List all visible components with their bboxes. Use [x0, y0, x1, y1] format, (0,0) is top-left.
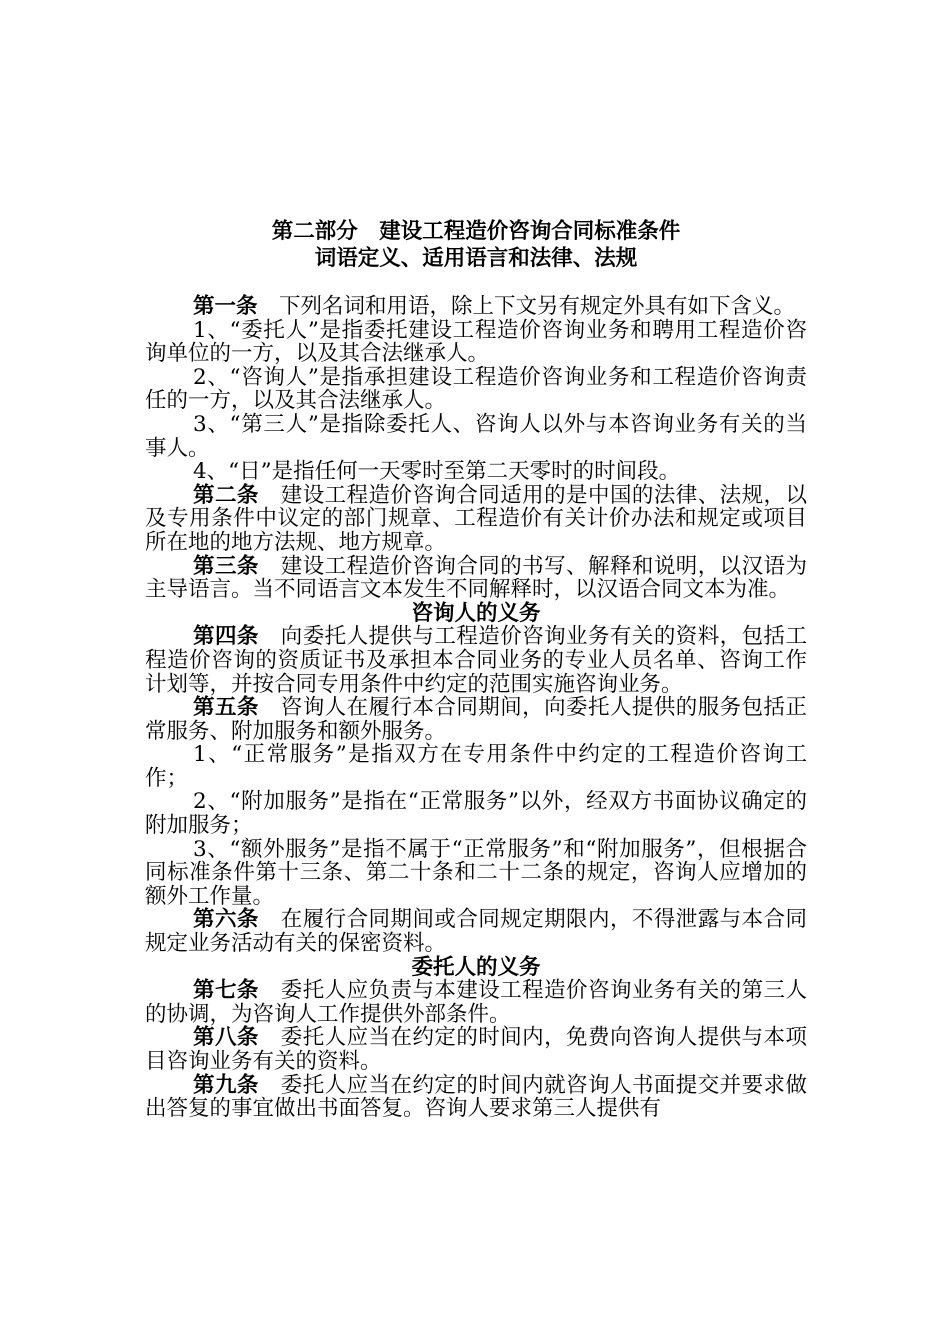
- article-5: [145, 696, 807, 743]
- article-1: [145, 295, 807, 319]
- article-text: 2、“咨询人”是指承担建设工程造价咨询业务和工程造价咨询责任的一方，以及其合法继承人。: [145, 364, 807, 414]
- article-text: 向委托人提供与工程造价咨询业务有关的资料，包括工程造价咨询的资质证书及承担本合同业务的专业人员名单、咨询工作计划等，并按合同专用条件中约定的范围实施咨询业务。: [145, 624, 807, 697]
- article-text: 委托人应当在约定的时间内，免费向咨询人提供与本项目咨询业务有关的资料。: [145, 1025, 807, 1074]
- article-3: [145, 555, 807, 602]
- definition-item: [145, 366, 807, 413]
- article-head: 第二条: [193, 482, 259, 508]
- article-9: [145, 1074, 807, 1121]
- definition-item: [145, 413, 807, 460]
- article-head: 第五条: [193, 695, 259, 721]
- article-head: 第六条: [193, 907, 259, 933]
- service-item: [145, 743, 807, 790]
- service-item: [145, 838, 807, 909]
- article-text: 1、“正常服务”是指双方在专用条件中约定的工程造价咨询工作；: [145, 742, 807, 791]
- document-title: 第二部分 建设工程造价咨询合同标准条件: [271, 219, 681, 244]
- article-head: 第九条: [193, 1072, 259, 1098]
- article-text: 建设工程造价咨询合同适用的是中国的法律、法规，以及专用条件中议定的部门规章、工程造价有关计价办法和规定或项目所在地的地方法规、地方规章。: [145, 482, 807, 555]
- article-head: 第七条: [193, 978, 259, 1004]
- article-text: 咨询人在履行本合同期间，向委托人提供的服务包括正常服务、附加服务和额外服务。: [145, 695, 807, 744]
- article-2: [145, 484, 807, 555]
- article-head: 第三条: [193, 553, 259, 579]
- article-text: 3、“第三人”是指除委托人、咨询人以外与本咨询业务有关的当事人。: [145, 411, 807, 461]
- article-text: 委托人应当在约定的时间内就咨询人书面提交并要求做出答复的事宜做出书面答复。咨询人要求第三人提供有: [145, 1072, 807, 1122]
- article-text: 在履行合同期间或合同规定期限内，不得泄露与本合同规定业务活动有关的保密资料。: [145, 907, 807, 957]
- article-4: [145, 625, 807, 696]
- article-text: 委托人应负责与本建设工程造价咨询业务有关的第三人的协调，为咨询人工作提供外部条件。: [145, 978, 807, 1027]
- article-head: 第一条: [193, 294, 258, 319]
- spacer: [145, 272, 807, 295]
- article-text: 下列名词和用语，除上下文另有规定外具有如下含义。: [257, 294, 796, 319]
- article-7: [145, 979, 807, 1026]
- article-6: [145, 908, 807, 955]
- article-8: [145, 1026, 807, 1073]
- document-page: [145, 218, 807, 1121]
- document-subtitle: 词语定义、适用语言和法律、法规: [314, 246, 638, 271]
- definition-item: [145, 319, 807, 366]
- section-title-client: 委托人的义务: [411, 954, 541, 980]
- article-head: 第八条: [193, 1025, 259, 1051]
- article-text: 1、“委托人”是指委托建设工程造价咨询业务和聘用工程造价咨询单位的一方，以及其合法继承人。: [145, 317, 807, 367]
- article-text: 2、“附加服务”是指在“正常服务”以外，经双方书面协议确定的附加服务；: [145, 789, 807, 839]
- article-text: 建设工程造价咨询合同的书写、解释和说明，以汉语为主导语言。当不同语言文本发生不同解释时，以汉语合同文本为准。: [145, 553, 807, 603]
- service-item: [145, 790, 807, 837]
- section-title-consultant: 咨询人的义务: [411, 600, 541, 626]
- definition-item: [145, 460, 807, 484]
- article-text: 4、“日”是指任何一天零时至第二天零时的时间段。: [193, 459, 681, 485]
- article-text: 3、“额外服务”是指不属于“正常服务”和“附加服务”，但根据合同标准条件第十三条、第二十条和二十二条的规定，咨询人应增加的额外工作量。: [145, 836, 807, 909]
- article-head: 第四条: [193, 624, 259, 650]
